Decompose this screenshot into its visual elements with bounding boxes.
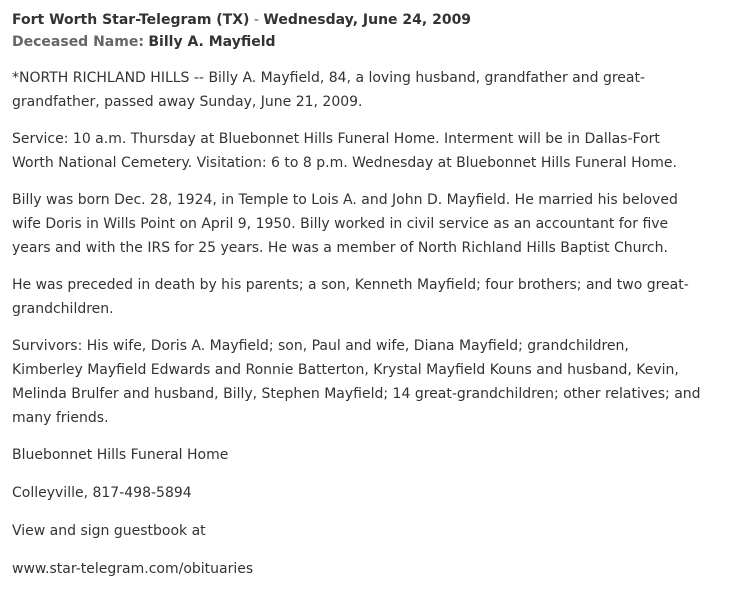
- publication-header: [12, 9, 735, 31]
- paragraph-line: years and with the IRS for 25 years. He was a member of North Richland Hills Baptist Church.: [12, 240, 668, 256]
- header-separator: -: [249, 12, 264, 28]
- paragraph-line: grandfather, passed away Sunday, June 21, 2009.: [12, 94, 363, 110]
- paragraph-line: Service: 10 a.m. Thursday at Bluebonnet Hills Funeral Home. Interment will be in Dallas-Fort: [12, 131, 660, 147]
- deceased-name: Billy A. Mayfield: [148, 34, 276, 50]
- paragraph-intro: [12, 66, 717, 114]
- paragraph-preceded: [12, 273, 717, 321]
- funeral-home-name: [12, 443, 717, 467]
- paragraph-line: He was preceded in death by his parents; a son, Kenneth Mayfield; four brothers; and two great-: [12, 277, 689, 293]
- publication-date: Wednesday, June 24, 2009: [263, 12, 472, 28]
- paragraph-line: Bluebonnet Hills Funeral Home: [12, 447, 229, 463]
- funeral-home-contact: [12, 481, 717, 505]
- paragraph-biography: [12, 188, 717, 260]
- paragraph-line: Worth National Cemetery. Visitation: 6 to 8 p.m. Wednesday at Bluebonnet Hills Funeral Home.: [12, 155, 677, 171]
- guestbook-text: [12, 519, 717, 543]
- paragraph-line: Billy was born Dec. 28, 1924, in Temple to Lois A. and John D. Mayfield. He married his beloved: [12, 192, 678, 208]
- paragraph-service: [12, 127, 717, 175]
- paragraph-line: many friends.: [12, 410, 109, 426]
- paragraph-survivors: [12, 334, 717, 430]
- paragraph-line: grandchildren.: [12, 301, 114, 317]
- paragraph-line: *NORTH RICHLAND HILLS -- Billy A. Mayfield, 84, a loving husband, grandfather and great-: [12, 70, 646, 86]
- paragraph-line: Kimberley Mayfield Edwards and Ronnie Batterton, Krystal Mayfield Kouns and husband, Kevin,: [12, 362, 679, 378]
- paragraph-line: View and sign guestbook at: [12, 523, 206, 539]
- obituary-body: [12, 66, 717, 581]
- deceased-name-line: [12, 31, 735, 53]
- publication-name: Fort Worth Star-Telegram (TX): [12, 12, 250, 28]
- paragraph-line: www.star-telegram.com/obituaries: [12, 561, 254, 577]
- paragraph-line: wife Doris in Wills Point on April 9, 1950. Billy worked in civil service as an accountant for five: [12, 216, 669, 232]
- deceased-name-label: Deceased Name:: [12, 34, 144, 50]
- paragraph-line: Colleyville, 817-498-5894: [12, 485, 192, 501]
- guestbook-url: [12, 557, 717, 581]
- paragraph-line: Survivors: His wife, Doris A. Mayfield; son, Paul and wife, Diana Mayfield; grandchildren,: [12, 338, 629, 354]
- paragraph-line: Melinda Brulfer and husband, Billy, Stephen Mayfield; 14 great-grandchildren; other relatives; and: [12, 386, 701, 402]
